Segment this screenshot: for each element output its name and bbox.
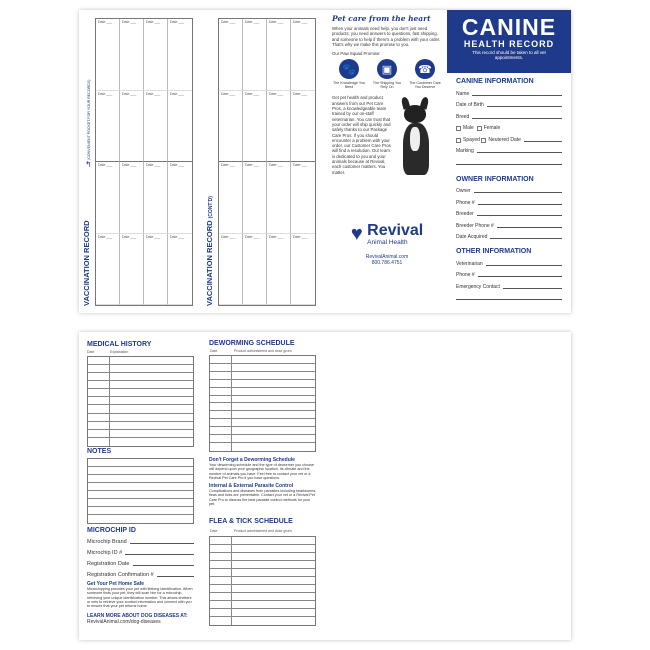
table-row[interactable] xyxy=(88,357,193,365)
col-date: Date xyxy=(210,349,218,353)
field-label: Registration Date xyxy=(87,561,130,567)
sex-row: Male Female xyxy=(456,120,562,132)
table-row[interactable] xyxy=(210,585,315,593)
vaccination-entry[interactable]: Date ___ xyxy=(243,91,267,163)
arrow-icon: ↰ xyxy=(85,160,92,169)
table-row[interactable] xyxy=(210,569,315,577)
field-label: Microchip ID # xyxy=(87,550,123,556)
table-row[interactable] xyxy=(210,537,315,545)
vaccination-entry[interactable]: Date ___ xyxy=(219,162,243,234)
field-label: Veterinarian xyxy=(456,260,483,267)
vaccination-entry[interactable]: Date ___ xyxy=(96,162,120,234)
notes-table xyxy=(87,458,194,524)
tip-title: Don't Forget a Deworming Schedule xyxy=(209,457,295,463)
col-date: Date xyxy=(210,529,218,533)
table-row[interactable] xyxy=(210,609,315,617)
table-row[interactable] xyxy=(88,491,193,499)
vaccination-entry[interactable]: Date ___ xyxy=(168,91,192,163)
table-row[interactable] xyxy=(88,515,193,523)
field-label: Date Acquired xyxy=(456,234,488,240)
heart-paw-icon: ♥ xyxy=(350,223,363,246)
table-row[interactable] xyxy=(88,381,193,389)
brand-logo xyxy=(332,223,442,246)
canine-info-title: CANINE INFORMATION xyxy=(456,78,534,85)
deworming-tips xyxy=(209,457,317,506)
promise-item xyxy=(370,59,404,89)
breed-field[interactable]: Breed xyxy=(456,108,562,120)
table-row[interactable] xyxy=(88,499,193,507)
vaccination-entry[interactable]: Date ___ xyxy=(267,19,291,91)
table-row[interactable] xyxy=(210,435,315,443)
vaccination-entry[interactable]: Date ___ xyxy=(243,19,267,91)
vaccination-title: VACCINATION RECORD xyxy=(82,220,91,306)
table-row[interactable] xyxy=(210,396,315,404)
other-field[interactable] xyxy=(456,255,562,267)
col-product: Product administered and dose given xyxy=(234,529,292,533)
promise-item xyxy=(332,59,366,89)
table-row[interactable] xyxy=(210,617,315,625)
male-checkbox[interactable] xyxy=(456,126,461,131)
vaccination-entry[interactable]: Date ___ xyxy=(96,234,120,306)
medical-history-table xyxy=(87,356,194,447)
parasite-title: Internal & External Parasite Control xyxy=(209,483,294,490)
table-row[interactable] xyxy=(210,388,315,396)
record-title: CANINE xyxy=(461,14,557,40)
promise-label: The Shipping You Rely On xyxy=(372,81,402,90)
table-row[interactable] xyxy=(88,365,193,373)
other-field[interactable] xyxy=(456,267,562,279)
table-row[interactable] xyxy=(210,364,315,372)
table-row[interactable] xyxy=(210,356,315,364)
vaccination-entry[interactable]: Date ___ xyxy=(144,19,168,91)
phone-number: 800.786.4751 xyxy=(371,260,403,267)
table-row[interactable] xyxy=(210,593,315,601)
field-label: Microchip Brand xyxy=(87,539,127,545)
female-checkbox[interactable] xyxy=(477,126,482,131)
vaccination-entry[interactable]: Date ___ xyxy=(168,234,192,306)
vaccination-entry[interactable]: Date ___ xyxy=(144,234,168,306)
vaccination-entry[interactable]: Date ___ xyxy=(168,19,192,91)
vaccination-entry[interactable]: Date ___ xyxy=(120,91,144,163)
microchip-field[interactable] xyxy=(87,534,194,545)
field-label: Owner xyxy=(456,188,471,194)
table-row[interactable] xyxy=(210,380,315,388)
vaccination-entry[interactable]: Date ___ xyxy=(291,91,315,163)
col-product: Product administered and dose given xyxy=(234,349,292,353)
vaccination-contd-grid xyxy=(218,18,316,306)
field-label: Emergency Contact xyxy=(456,283,500,290)
vaccination-entry[interactable]: Date ___ xyxy=(267,162,291,234)
notes-title: NOTES xyxy=(87,448,112,455)
spayed-checkbox[interactable] xyxy=(456,138,461,143)
owner-field[interactable] xyxy=(456,206,562,218)
deworming-table xyxy=(209,355,316,452)
microchip-field[interactable] xyxy=(87,556,194,567)
learn-more: LEARN MORE ABOUT DOG DISEASES AT: xyxy=(87,613,188,620)
name-field[interactable]: Name xyxy=(456,85,562,97)
vaccination-entry[interactable]: Date ___ xyxy=(219,19,243,91)
health-record-front xyxy=(79,10,571,313)
deworming-title: DEWORMING SCHEDULE xyxy=(209,340,295,347)
table-row[interactable] xyxy=(88,459,193,467)
table-row[interactable] xyxy=(210,561,315,569)
vaccination-entry[interactable]: Date ___ xyxy=(291,162,315,234)
microchip-field[interactable] xyxy=(87,545,194,556)
table-row[interactable] xyxy=(88,422,193,430)
table-row[interactable] xyxy=(88,483,193,491)
table-row[interactable] xyxy=(210,553,315,561)
brand-name: Revival xyxy=(367,222,424,240)
table-row[interactable] xyxy=(210,577,315,585)
vaccination-entry[interactable]: Date ___ xyxy=(120,234,144,306)
tip-body: Your deworming schedule and the type of dewormer you choose will depend upon your geographic location, its climate and the number of animals you have. Feel free to contact your vet or a Revival Pet Care Pro if you have questions. xyxy=(209,463,315,480)
promise-list xyxy=(332,59,442,89)
owner-field[interactable] xyxy=(456,217,562,229)
record-note: This record should be taken to all vet appointments. xyxy=(472,50,546,60)
promo-panel xyxy=(332,14,442,266)
microchip-section xyxy=(87,527,194,625)
brand-sub: Animal Health xyxy=(367,239,408,247)
promo-body: Get pet health and product answers from our Pet Care Pros, a knowledgeable team trained by our on-staff veterinarian. You can trust that your order will ship quickly and safely thanks to our Package Care Pros. If you should encounter a problem with your order, our Customer Care Pros will find a resolution. Our team is dedicated to you and your animals because at Revival, each customer matters. You matter. xyxy=(332,95,391,175)
info-panel xyxy=(456,78,562,301)
medical-history-title: MEDICAL HISTORY xyxy=(87,341,152,348)
vaccination-entry[interactable]: Date ___ xyxy=(144,91,168,163)
table-row[interactable] xyxy=(210,427,315,435)
vaccination-contd-title: VACCINATION RECORD (CONT'D) xyxy=(205,196,214,306)
table-row[interactable] xyxy=(88,475,193,483)
vaccination-entry[interactable]: Date ___ xyxy=(291,234,315,306)
tagline: Pet care from the heart xyxy=(332,14,431,23)
table-row[interactable] xyxy=(88,507,193,515)
vaccination-entry[interactable]: Date ___ xyxy=(243,234,267,306)
intro-text: When your animals need help, you don't just need products; you need answers to questions, fast shipping, and someone to help if there's a problem with your order. That's why we make this promise to you. xyxy=(332,26,441,47)
promise-label: The Customer Care You Deserve xyxy=(409,81,441,90)
table-row[interactable] xyxy=(210,601,315,609)
fix-row: Spayed Neutered Date xyxy=(456,131,562,143)
vaccination-entry[interactable]: Date ___ xyxy=(96,19,120,91)
header-banner xyxy=(447,10,571,73)
vaccination-entry[interactable]: Date ___ xyxy=(219,91,243,163)
table-row[interactable] xyxy=(88,405,193,413)
table-row[interactable] xyxy=(210,545,315,553)
table-row[interactable] xyxy=(88,414,193,422)
vaccination-entry[interactable]: Date ___ xyxy=(120,19,144,91)
marking-field-2[interactable] xyxy=(456,154,562,166)
phone-icon: ☎ xyxy=(415,59,435,79)
learn-more-link[interactable]: RevivalAnimal.com/dog-diseases xyxy=(87,619,161,626)
table-row[interactable] xyxy=(88,397,193,405)
french-bulldog-photo xyxy=(394,95,438,205)
table-row[interactable] xyxy=(88,430,193,438)
vaccination-grid xyxy=(95,18,193,306)
owner-field[interactable] xyxy=(456,229,562,241)
owner-info-title: OWNER INFORMATION xyxy=(456,175,534,183)
field-label: Breeder xyxy=(456,211,474,217)
vaccination-entry[interactable]: Date ___ xyxy=(267,234,291,306)
other-field[interactable] xyxy=(456,278,562,290)
safe-title: Get Your Pet Home Safe xyxy=(87,581,145,587)
health-record-back xyxy=(79,332,571,640)
vaccination-entry[interactable]: Date ___ xyxy=(96,91,120,163)
dob-field[interactable]: Date of Birth xyxy=(456,97,562,109)
owner-field[interactable] xyxy=(456,183,562,195)
owner-field[interactable] xyxy=(456,194,562,206)
vaccination-entry[interactable]: Date ___ xyxy=(120,162,144,234)
fix-date-field[interactable] xyxy=(524,141,562,142)
flea-tick-title: FLEA & TICK SCHEDULE xyxy=(209,518,293,525)
paw-icon: 🐾 xyxy=(339,59,359,79)
vaccination-entry[interactable]: Date ___ xyxy=(291,19,315,91)
field-label: Phone # xyxy=(456,272,475,278)
field-label: Phone # xyxy=(456,199,475,206)
record-subtitle: HEALTH RECORD xyxy=(463,39,555,49)
table-row[interactable] xyxy=(88,438,193,446)
table-row[interactable] xyxy=(210,403,315,411)
field-label: Breeder Phone # xyxy=(456,222,494,229)
promise-item xyxy=(408,59,442,89)
safe-body: Microchipping provides your pet with lifelong identification. When someone finds your pet, they will scan him for a microchip, retrieving your unique identification number. This allows shelters or vets to retrieve your contact information and connect with you to ensure that your pet returns home. xyxy=(87,587,193,609)
vaccination-entry[interactable]: Date ___ xyxy=(168,162,192,234)
pocket-note: (CONVENIENT POCKET FOR YOUR RECORDS) xyxy=(87,79,91,160)
table-row[interactable] xyxy=(88,373,193,381)
other-info-title: OTHER INFORMATION xyxy=(456,248,532,255)
table-row[interactable] xyxy=(210,443,315,451)
promise-label: Our Paw Squad Promise: xyxy=(332,51,381,57)
marking-field[interactable]: Marking xyxy=(456,143,562,155)
col-explanation: Explanation xyxy=(110,350,129,354)
table-row[interactable] xyxy=(210,411,315,419)
field-label: Registration Confirmation # xyxy=(87,572,154,578)
microchip-field[interactable] xyxy=(87,567,194,578)
promise-label: The Knowledge You Need xyxy=(333,81,365,90)
table-row[interactable] xyxy=(88,467,193,475)
box-icon: ▣ xyxy=(377,59,397,79)
col-date: Date xyxy=(87,350,95,354)
table-row[interactable] xyxy=(88,389,193,397)
flea-tick-table xyxy=(209,536,316,626)
vaccination-entry[interactable]: Date ___ xyxy=(219,234,243,306)
table-row[interactable] xyxy=(210,419,315,427)
vaccination-entry[interactable]: Date ___ xyxy=(267,91,291,163)
website-link[interactable]: RevivalAnimal.com xyxy=(365,254,409,261)
vaccination-entry[interactable]: Date ___ xyxy=(144,162,168,234)
emergency-field-2[interactable] xyxy=(456,290,562,302)
parasite-body: Complications and diseases from parasites including heartworms, fleas and ticks are preventable. Contact your vet or a Revival Pet Care Pro to discuss the best parasite control methods for your pet. xyxy=(209,489,317,507)
table-row[interactable] xyxy=(210,372,315,380)
neutered-checkbox[interactable] xyxy=(481,138,486,143)
vaccination-entry[interactable]: Date ___ xyxy=(243,162,267,234)
microchip-title: MICROCHIP ID xyxy=(87,527,136,534)
